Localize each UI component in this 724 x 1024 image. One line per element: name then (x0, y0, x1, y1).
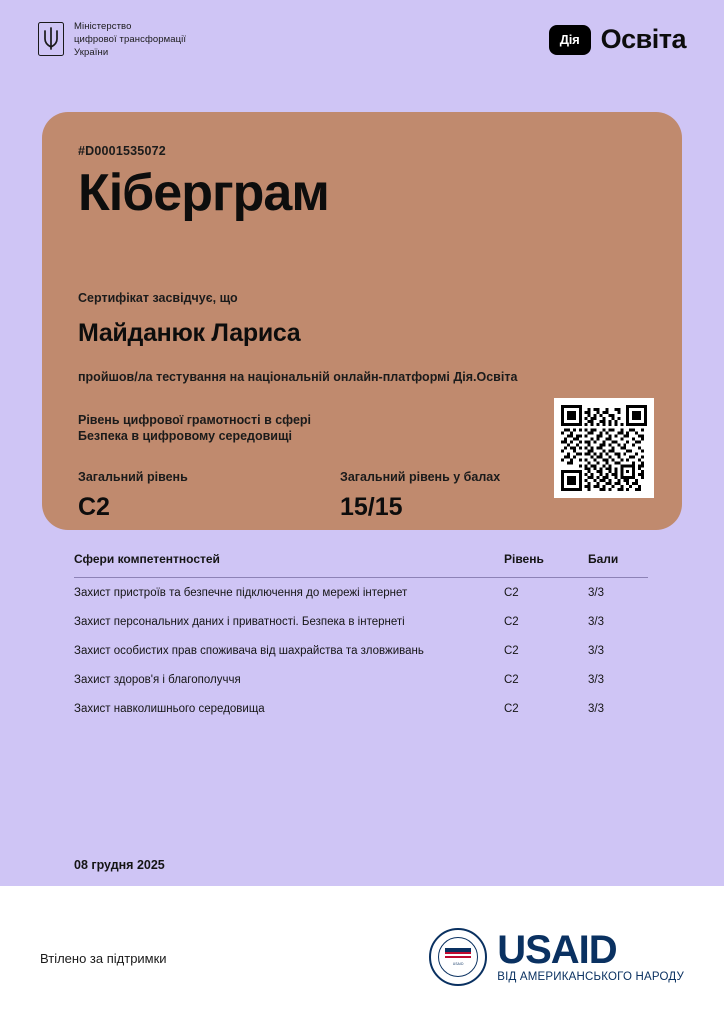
ministry-line-3: України (74, 47, 109, 58)
overall-score-label: Загальний рівень у балах (340, 469, 501, 484)
cell-area: Захист здоров'я і благополуччя (74, 674, 241, 686)
cell-level: C2 (504, 703, 519, 715)
table-row (74, 665, 648, 694)
overall-score-value: 15/15 (340, 492, 403, 521)
cell-area: Захист персональних даних і приватності. Безпека в інтернеті (74, 616, 405, 628)
cell-level: C2 (504, 616, 519, 628)
page-header (0, 20, 724, 82)
competences-table (74, 552, 648, 723)
certificate-id: #D0001535072 (78, 144, 166, 158)
certificate-title: Кіберграм (78, 164, 329, 222)
recipient-name: Майданюк Лариса (78, 318, 301, 347)
usaid-logo (429, 928, 684, 986)
overall-level-block (78, 470, 340, 522)
overall-level-label: Загальний рівень (78, 469, 188, 484)
cell-level: C2 (504, 587, 519, 599)
issue-date: 08 грудня 2025 (74, 858, 165, 872)
cell-level: C2 (504, 674, 519, 686)
table-row (74, 636, 648, 665)
usaid-seal-icon (429, 928, 487, 986)
cell-area: Захист особистих прав споживача від шахрайства та зловживань (74, 645, 424, 657)
ministry-name (74, 20, 186, 59)
column-header-area: Сфери компетентностей (74, 552, 220, 566)
cell-score: 3/3 (588, 645, 604, 657)
usaid-wordmark-block (497, 927, 684, 983)
support-text: Втілено за підтримки (40, 950, 167, 966)
certificate-card (42, 112, 682, 530)
cell-score: 3/3 (588, 587, 604, 599)
overall-score-block (340, 470, 500, 522)
ministry-line-1: Міністерство (74, 21, 132, 32)
brand-name: Освіта (600, 24, 686, 54)
overall-level-value: C2 (78, 492, 110, 521)
cell-score: 3/3 (588, 616, 604, 628)
competence-sphere-line-2: Безпека в цифровому середовищі (78, 428, 293, 443)
usaid-tagline: ВІД АМЕРИКАНСЬКОГО НАРОДУ (497, 970, 684, 983)
ukraine-trident-icon (38, 22, 64, 56)
cell-area: Захист пристроїв та безпечне підключення до мережі інтернет (74, 587, 408, 599)
usaid-seal-label: USAID (452, 962, 464, 966)
table-row (74, 578, 648, 607)
table-row (74, 607, 648, 636)
usaid-wordmark: USAID (497, 927, 617, 972)
table-header-row (74, 552, 648, 578)
cell-score: 3/3 (588, 674, 604, 686)
qr-code[interactable] (554, 398, 654, 498)
competence-sphere-line-1: Рівень цифрової грамотності в сфері (78, 412, 312, 427)
attest-label: Сертифікат засвідчує, що (78, 290, 238, 305)
passed-text: пройшов/ла тестування на національній онлайн-платформі Дія.Освіта (78, 369, 518, 384)
page-footer (0, 886, 724, 1024)
ministry-block (38, 20, 186, 59)
cell-area: Захист навколишнього середовища (74, 703, 265, 715)
cell-score: 3/3 (588, 703, 604, 715)
cell-level: C2 (504, 645, 519, 657)
column-header-level: Рівень (504, 552, 544, 566)
qr-code-image (561, 405, 647, 491)
table-body (74, 578, 648, 723)
ministry-line-2: цифрової трансформації (74, 34, 187, 45)
column-header-score: Бали (588, 552, 619, 566)
diia-badge: Дія (549, 25, 591, 55)
diia-osvita-logo (549, 24, 686, 55)
table-row (74, 694, 648, 723)
